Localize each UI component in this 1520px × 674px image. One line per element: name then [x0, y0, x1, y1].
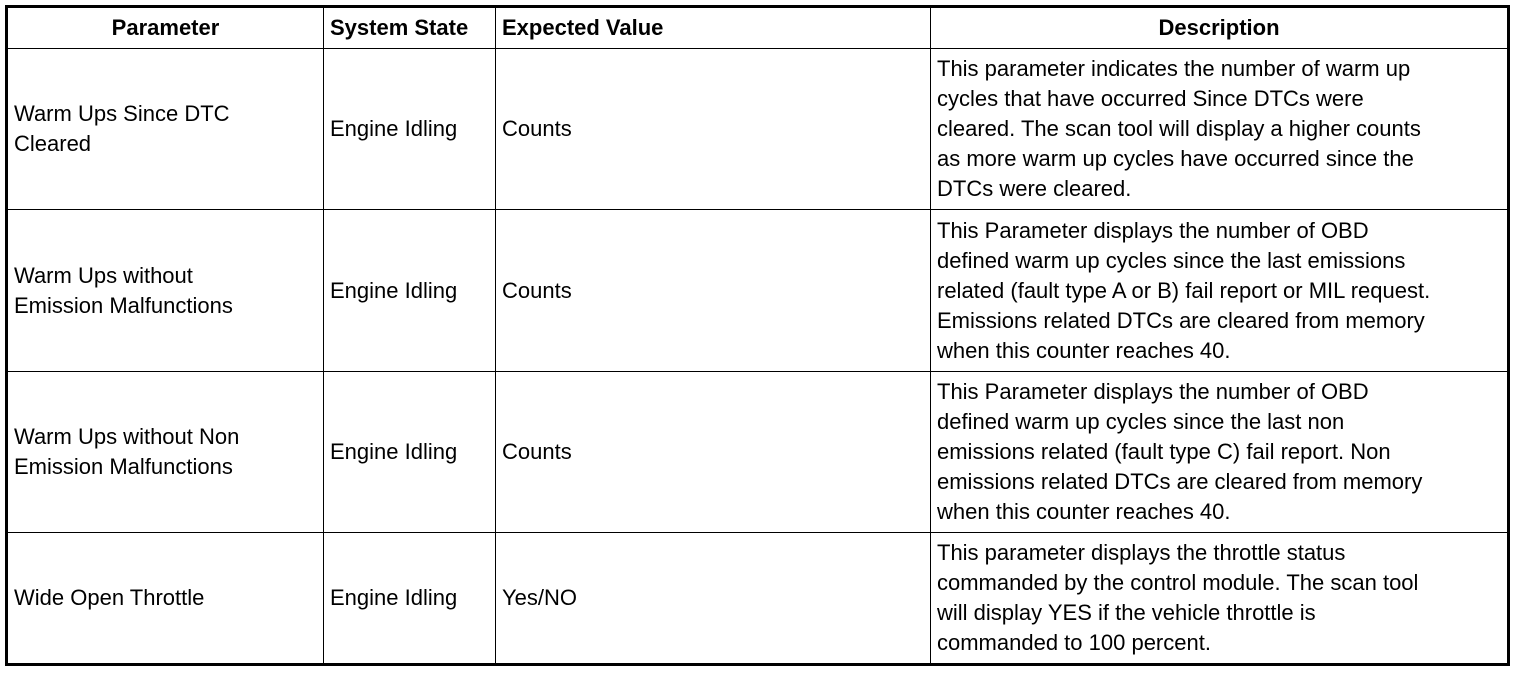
header-system-state: System State [324, 7, 496, 49]
description-line: DTCs were cleared. [937, 176, 1132, 201]
description-line: cycles that have occurred Since DTCs were [937, 86, 1364, 111]
cell-parameter [7, 49, 324, 210]
cell-expected-value: Yes/NO [496, 533, 931, 665]
parameter-line: Cleared [14, 131, 92, 156]
description-line: will display YES if the vehicle throttle is [937, 600, 1316, 625]
parameter-line: Warm Ups Since DTC [14, 101, 230, 126]
header-description: Description [931, 7, 1509, 49]
table-row [7, 210, 1509, 372]
header-expected-value: Expected Value [496, 7, 931, 49]
cell-system-state: Engine Idling [324, 210, 496, 372]
parameter-line: Warm Ups without Non [14, 424, 240, 449]
description-line: when this counter reaches 40. [937, 337, 1231, 363]
cell-expected-value: Counts [496, 210, 931, 372]
description-line: This Parameter displays the number of OBD [937, 217, 1369, 243]
cell-parameter [7, 210, 324, 372]
cell-system-state: Engine Idling [324, 533, 496, 665]
cell-description [931, 210, 1509, 372]
description-line: This parameter displays the throttle status [937, 540, 1346, 565]
cell-description [931, 533, 1509, 665]
table-row [7, 533, 1509, 665]
description-line: when this counter reaches 40. [937, 499, 1231, 524]
header-parameter: Parameter [7, 7, 324, 49]
description-line: This parameter indicates the number of warm up [937, 56, 1411, 81]
description-line: emissions related DTCs are cleared from memory [937, 469, 1423, 494]
description-line: as more warm up cycles have occurred since the [937, 146, 1414, 171]
description-line: This Parameter displays the number of OBD [937, 379, 1369, 404]
cell-parameter [7, 372, 324, 533]
cell-description [931, 49, 1509, 210]
description-line: commanded to 100 percent. [937, 630, 1211, 655]
cell-system-state: Engine Idling [324, 372, 496, 533]
description-line: emissions related (fault type C) fail report. Non [937, 439, 1391, 464]
parameter-line: Warm Ups without [14, 262, 193, 288]
table-row [7, 372, 1509, 533]
parameter-table [5, 5, 1510, 666]
description-line: defined warm up cycles since the last non [937, 409, 1345, 434]
cell-parameter [7, 533, 324, 665]
description-line: commanded by the control module. The scan tool [937, 570, 1419, 595]
parameter-line: Wide Open Throttle [14, 585, 205, 610]
description-line: cleared. The scan tool will display a higher counts [937, 116, 1421, 141]
cell-expected-value: Counts [496, 49, 931, 210]
cell-expected-value: Counts [496, 372, 931, 533]
cell-system-state: Engine Idling [324, 49, 496, 210]
parameter-line: Emission Malfunctions [14, 454, 233, 479]
description-line: defined warm up cycles since the last emissions [937, 247, 1406, 273]
table-header-row [7, 7, 1509, 49]
parameter-line: Emission Malfunctions [14, 292, 233, 318]
cell-description [931, 372, 1509, 533]
description-line: Emissions related DTCs are cleared from memory [937, 307, 1425, 333]
table-row [7, 49, 1509, 210]
description-line: related (fault type A or B) fail report or MIL request. [937, 277, 1431, 303]
